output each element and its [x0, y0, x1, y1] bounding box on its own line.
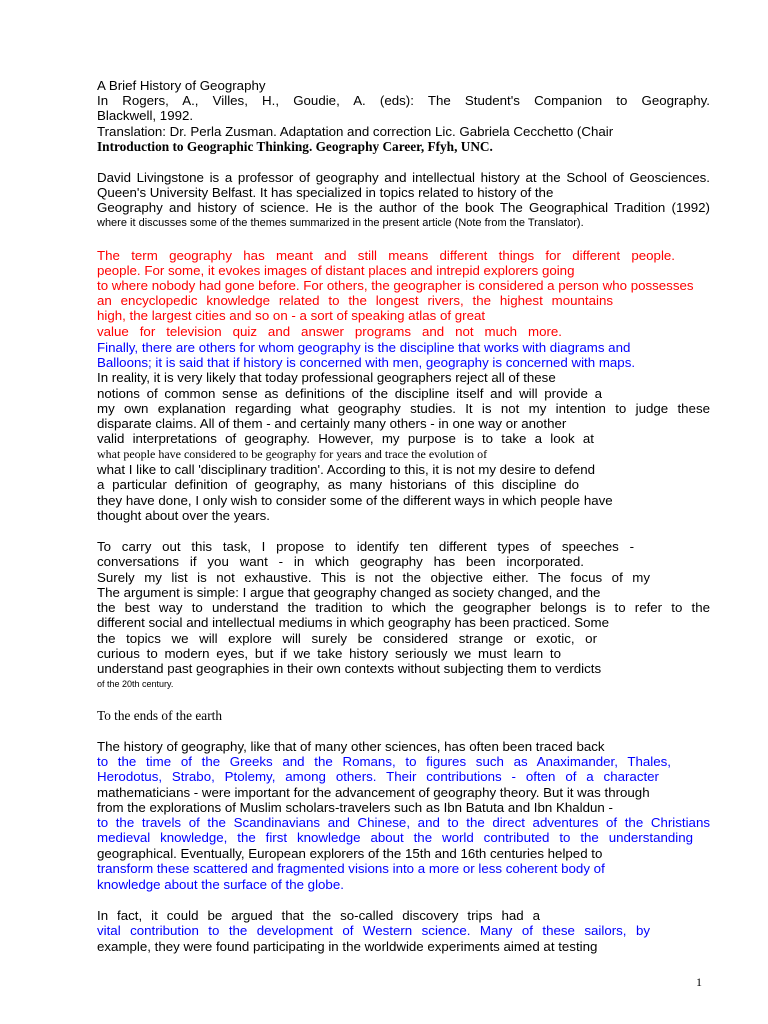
intro-red-line: people. For some, it evokes images of distant places and intrepid explorers going [97, 263, 575, 278]
citation-line: Translation: Dr. Perla Zusman. Adaptation and correction Lic. Gabriela Cecchetto (Chair [97, 124, 614, 139]
intro-blue-line: Finally, there are others for whom geography is the discipline that works with diagrams and [97, 340, 631, 355]
body-line: curious to modern eyes, but if we take history seriously we must learn to [97, 646, 561, 661]
body-line: they have done, I only wish to consider some of the different ways in which people have [97, 493, 613, 508]
section-heading: To the ends of the earth [97, 708, 222, 723]
body-line: mathematicians - were important for the advancement of geography theory. But it was through [97, 785, 650, 800]
body-line: notions of common sense as definitions of the discipline itself and will provide a [97, 386, 602, 401]
body-line: In fact, it could be argued that the so-called discovery trips had a [97, 908, 540, 923]
author-note-line: where it discusses some of the themes summarized in the present article (Note from the Translator). [97, 217, 584, 229]
body-line: different social and intellectual mediums in which geography has been practiced. Some [97, 615, 609, 630]
body-line: understand past geographies in their own contexts without subjecting them to verdicts [97, 661, 602, 676]
body-line: what I like to call 'disciplinary tradition'. According to this, it is not my desire to defend [97, 462, 596, 477]
intro-blue-line: Balloons; it is said that if history is concerned with men, geography is concerned with maps. [97, 355, 636, 370]
body-line: Surely my list is not exhaustive. This is not the objective either. The focus of my [97, 570, 650, 585]
body-line: To carry out this task, I propose to identify ten different types of speeches - [97, 539, 634, 554]
body-blue-line: medieval knowledge, the first knowledge about the world contributed to the understanding [97, 830, 693, 845]
body-line: example, they were found participating in the worldwide experiments aimed at testing [97, 939, 598, 954]
body-line: the best way to understand the tradition to which the geographer belongs is to refer to the [97, 600, 710, 615]
body-blue-line: transform these scattered and fragmented visions into a more or less coherent body of [97, 861, 605, 876]
body-line: disparate claims. All of them - and certainly many others - in one way or another [97, 416, 567, 431]
body-blue-line: knowledge about the surface of the globe. [97, 877, 344, 892]
citation-line: Blackwell, 1992. [97, 108, 194, 123]
author-note-line: David Livingstone is a professor of geography and intellectual history at the School of Geosciences. [97, 170, 710, 185]
body-blue-line: Herodotus, Strabo, Ptolemy, among others. Their contributions - often of a character [97, 769, 659, 784]
body-line: the topics we will explore will surely be considered strange or exotic, or [97, 631, 597, 646]
document-title: A Brief History of Geography [97, 78, 266, 93]
body-line: The history of geography, like that of many other sciences, has often been traced back [97, 739, 605, 754]
body-blue-line: to the time of the Greeks and the Romans, to figures such as Anaximander, Thales, [97, 754, 671, 769]
body-line: of the 20th century. [97, 679, 174, 689]
intro-red-line: high, the largest cities and so on - a sort of speaking atlas of great [97, 308, 486, 323]
body-line: valid interpretations of geography. However, my purpose is to take a look at [97, 431, 594, 446]
body-line: The argument is simple: I argue that geography changed as society changed, and the [97, 585, 601, 600]
intro-red-line: an encyclopedic knowledge related to the longest rivers, the highest mountains [97, 293, 613, 308]
intro-red-line: to where nobody had gone before. For others, the geographer is considered a person who possesses [97, 278, 694, 293]
body-line: what people have considered to be geography for years and trace the evolution of [97, 447, 488, 461]
author-note-line: Geography and history of science. He is the author of the book The Geographical Tradition (1992) [97, 200, 710, 215]
body-line: In reality, it is very likely that today professional geographers reject all of these [97, 370, 556, 385]
body-line: thought about over the years. [97, 508, 270, 523]
body-blue-line: to the travels of the Scandinavians and Chinese, and to the direct adventures of the Christians [97, 815, 710, 830]
citation-line: In Rogers, A., Villes, H., Goudie, A. (eds): The Student's Companion to Geography. [97, 93, 710, 108]
body-line: a particular definition of geography, as many historians of this discipline do [97, 477, 579, 492]
body-line: from the explorations of Muslim scholars-travelers such as Ibn Batuta and Ibn Khaldun - [97, 800, 613, 815]
page-number: 1 [696, 975, 702, 989]
body-line: my own explanation regarding what geography studies. It is not my intention to judge these [97, 401, 710, 416]
author-note-line: Queen's University Belfast. It has specialized in topics related to history of the [97, 185, 554, 200]
intro-red-line: The term geography has meant and still means different things for different people. [97, 248, 675, 263]
body-line: geographical. Eventually, European explorers of the 15th and 16th centuries helped to [97, 846, 603, 861]
citation-line: Introduction to Geographic Thinking. Geography Career, Ffyh, UNC. [97, 139, 493, 154]
intro-red-line: value for television quiz and answer programs and not much more. [97, 324, 562, 339]
body-line: conversations if you want - in which geography has been incorporated. [97, 554, 584, 569]
body-blue-line: vital contribution to the development of Western science. Many of these sailors, by [97, 923, 650, 938]
